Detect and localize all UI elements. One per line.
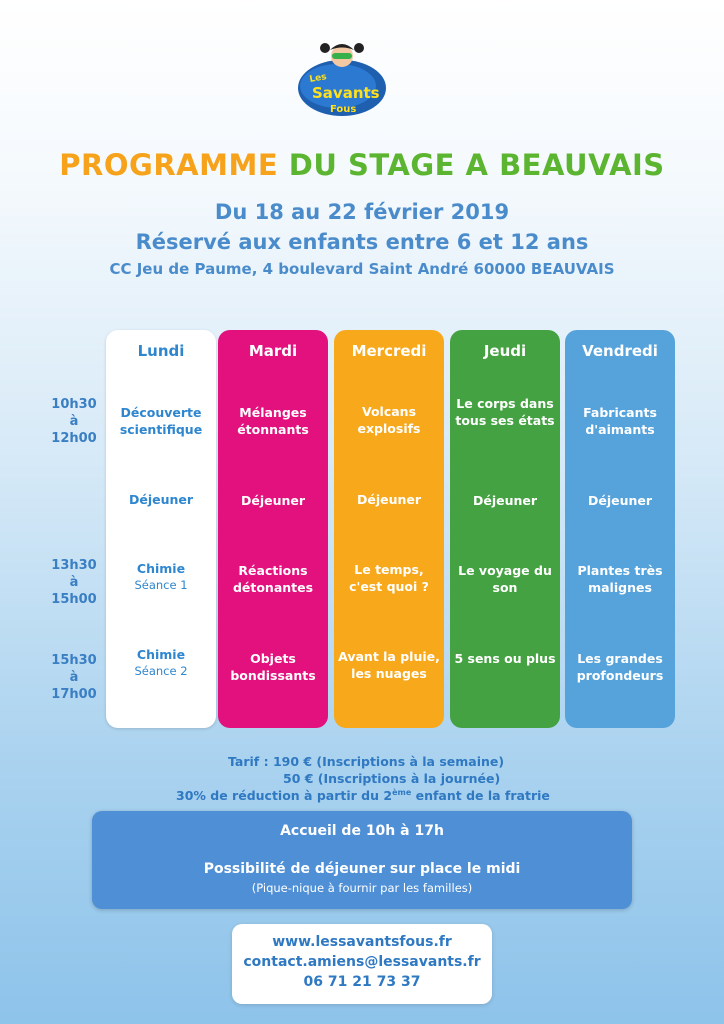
activity-lunch: Déjeuner	[356, 492, 422, 507]
activity-lunch: Déjeuner	[128, 492, 194, 507]
pricing-week: Tarif : 190 € (Inscriptions à la semaine)	[228, 754, 505, 769]
title-part-programme: PROGRAMME	[59, 148, 279, 182]
activity-afternoon-1: Plantes très malignes	[577, 563, 663, 595]
logo-text-main: Savants	[312, 84, 380, 102]
activity-lunch: Déjeuner	[472, 493, 538, 508]
activity-lunch: Déjeuner	[587, 493, 653, 508]
day-column-jeudi	[450, 330, 560, 728]
activity-afternoon-1: Réactions détonantes	[232, 563, 314, 595]
stage-address: CC Jeu de Paume, 4 boulevard Saint André 60000 BEAUVAIS	[109, 260, 615, 278]
activity-afternoon-1: Le voyage du son	[458, 563, 552, 595]
title-part-stage: DU STAGE A BEAUVAIS	[288, 148, 665, 182]
activity-morning: Fabricants d'aimants	[583, 405, 657, 437]
activity-afternoon-2: Avant la pluie, les nuages	[338, 649, 440, 681]
activity-afternoon-2: Les grandes profondeurs	[576, 651, 664, 683]
session-note: Séance 2	[134, 664, 188, 678]
day-column-mercredi	[334, 330, 444, 728]
day-name: Mercredi	[351, 342, 427, 360]
activity-morning: Mélanges étonnants	[237, 405, 309, 437]
activity-afternoon-2: Objets bondissants	[230, 651, 316, 683]
day-name: Mardi	[248, 342, 298, 360]
activity-afternoon-2: Chimie Séance 2	[110, 646, 212, 680]
logo-text-top: Les	[308, 72, 328, 85]
hours-text: Accueil de 10h à 17h	[280, 823, 444, 839]
activity-lunch: Déjeuner	[240, 493, 306, 508]
lunch-note: (Pique-nique à fournir par les familles)	[251, 881, 473, 895]
day-column-vendredi	[565, 330, 675, 728]
les-savants-fous-logo	[294, 38, 390, 120]
activity-afternoon-1: Chimie Séance 1	[110, 560, 212, 594]
day-name: Lundi	[137, 342, 185, 360]
day-name: Jeudi	[483, 342, 527, 360]
contact-box	[232, 924, 492, 1004]
website-link[interactable]: www.lessavantsfous.fr	[272, 934, 452, 950]
page-title	[0, 148, 724, 182]
activity-afternoon-2: 5 sens ou plus	[454, 651, 556, 666]
pricing-day: 50 € (Inscriptions à la journée)	[283, 771, 501, 786]
time-slot-afternoon-1: 13h30 à 15h00	[51, 558, 97, 607]
activity-morning: Le corps dans tous ses états	[455, 396, 555, 428]
day-name: Vendredi	[582, 342, 658, 360]
info-box	[92, 811, 632, 909]
time-slot-morning: 10h30 à 12h00	[51, 397, 97, 446]
activity-afternoon-1: Le temps, c'est quoi ?	[349, 562, 429, 594]
logo-text-bottom: Fous	[330, 104, 357, 115]
phone-number[interactable]: 06 71 21 73 37	[303, 974, 421, 990]
day-column-mardi	[218, 330, 328, 728]
stage-dates: Du 18 au 22 février 2019	[214, 200, 510, 224]
email-link[interactable]: contact.amiens@lessavants.fr	[243, 954, 481, 970]
session-note: Séance 1	[134, 578, 188, 592]
pricing-discount: 30% de réduction à partir du 2ème enfant de la fratrie	[176, 788, 550, 804]
stage-ages: Réservé aux enfants entre 6 et 12 ans	[135, 230, 589, 254]
day-column-lundi	[106, 330, 216, 728]
time-slot-afternoon-2: 15h30 à 17h00	[51, 653, 97, 702]
activity-morning: Découverte scientifique	[119, 405, 203, 437]
activity-morning: Volcans explosifs	[357, 404, 421, 436]
lunch-text: Possibilité de déjeuner sur place le midi	[203, 861, 521, 877]
